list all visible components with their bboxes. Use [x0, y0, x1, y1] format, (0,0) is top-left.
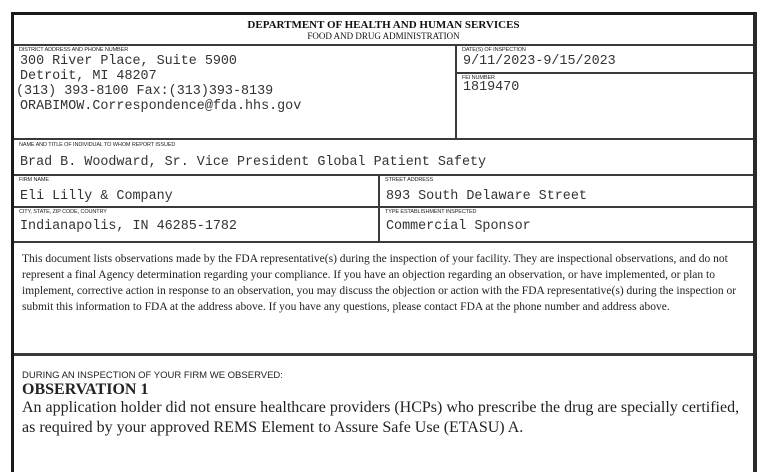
observation-text: An application holder did not ensure healthcare providers (HCPs) who prescribe the drug are specially certified, as required by your approved REMS Element to Assure Safe Use (ETASU) A.: [22, 399, 740, 436]
firm-name-label: FIRM NAME: [19, 177, 49, 183]
recipient-value: Brad B. Woodward, Sr. Vice President Global Patient Safety: [20, 155, 487, 170]
establishment-type-cell: [380, 208, 753, 241]
recipient-label: NAME AND TITLE OF INDIVIDUAL TO WHOM REPORT ISSUED: [19, 142, 176, 148]
disclaimer-text: This document lists observations made by the FDA representative(s) during the inspection of your facility. They are inspectional observations, and do not represent a final Agency determination regarding your compliance. If you have an objection regarding an observation, or have implemented, or plan to implement, corrective action in response to an observation, you may discuss the objection or action with the FDA representative(s) during the inspection or submit this information to FDA at the address above. If you have any questions, please contact FDA at the phone number and address above.: [22, 253, 737, 313]
inspection-dates-label: DATE(S) OF INSPECTION: [462, 47, 526, 53]
district-address-line: Detroit, MI 48207: [20, 69, 157, 84]
fei-number-cell: [457, 74, 753, 138]
disclaimer-section: [14, 243, 753, 356]
establishment-type-value: Commercial Sponsor: [386, 219, 531, 234]
district-email-line: ORABIMOW.Correspondence@fda.hhs.gov: [20, 99, 302, 114]
district-phone-line: (313) 393-8100 Fax:(313)393-8139: [16, 84, 274, 99]
fei-number-label: FEI NUMBER: [462, 75, 495, 81]
city-value: Indianapolis, IN 46285-1782: [20, 219, 237, 234]
district-address-label: DISTRICT ADDRESS AND PHONE NUMBER: [19, 47, 129, 53]
inspection-dates-value: 9/11/2023-9/15/2023: [463, 54, 616, 69]
establishment-type-label: TYPE ESTABLISHMENT INSPECTED: [385, 209, 477, 215]
recipient-row: [14, 140, 753, 176]
city-label: CITY, STATE, ZIP CODE, COUNTRY: [19, 209, 107, 215]
street-address-cell: [380, 176, 753, 206]
observations-heading: DURING AN INSPECTION OF YOUR FIRM WE OBSERVED:: [22, 370, 283, 381]
street-address-value: 893 South Delaware Street: [386, 189, 587, 204]
fda-483-form: [11, 12, 757, 472]
street-address-label: STREET ADDRESS: [385, 177, 434, 183]
observations-section: [14, 356, 753, 476]
city-cell: [14, 208, 380, 241]
firm-name-cell: [14, 176, 380, 206]
city-row: [14, 208, 753, 243]
firm-name-value: Eli Lilly & Company: [20, 189, 173, 204]
district-section: [14, 46, 753, 140]
observation-title: OBSERVATION 1: [22, 381, 149, 398]
inspection-dates-cell: [457, 46, 753, 74]
firm-row: [14, 176, 753, 208]
district-address-line: 300 River Place, Suite 5900: [20, 54, 237, 69]
agency-title: FOOD AND DRUG ADMINISTRATION: [307, 31, 460, 41]
department-title: DEPARTMENT OF HEALTH AND HUMAN SERVICES: [247, 19, 520, 31]
form-header: [14, 15, 753, 46]
fei-number-value: 1819470: [463, 80, 520, 95]
district-address-cell: [14, 46, 457, 138]
